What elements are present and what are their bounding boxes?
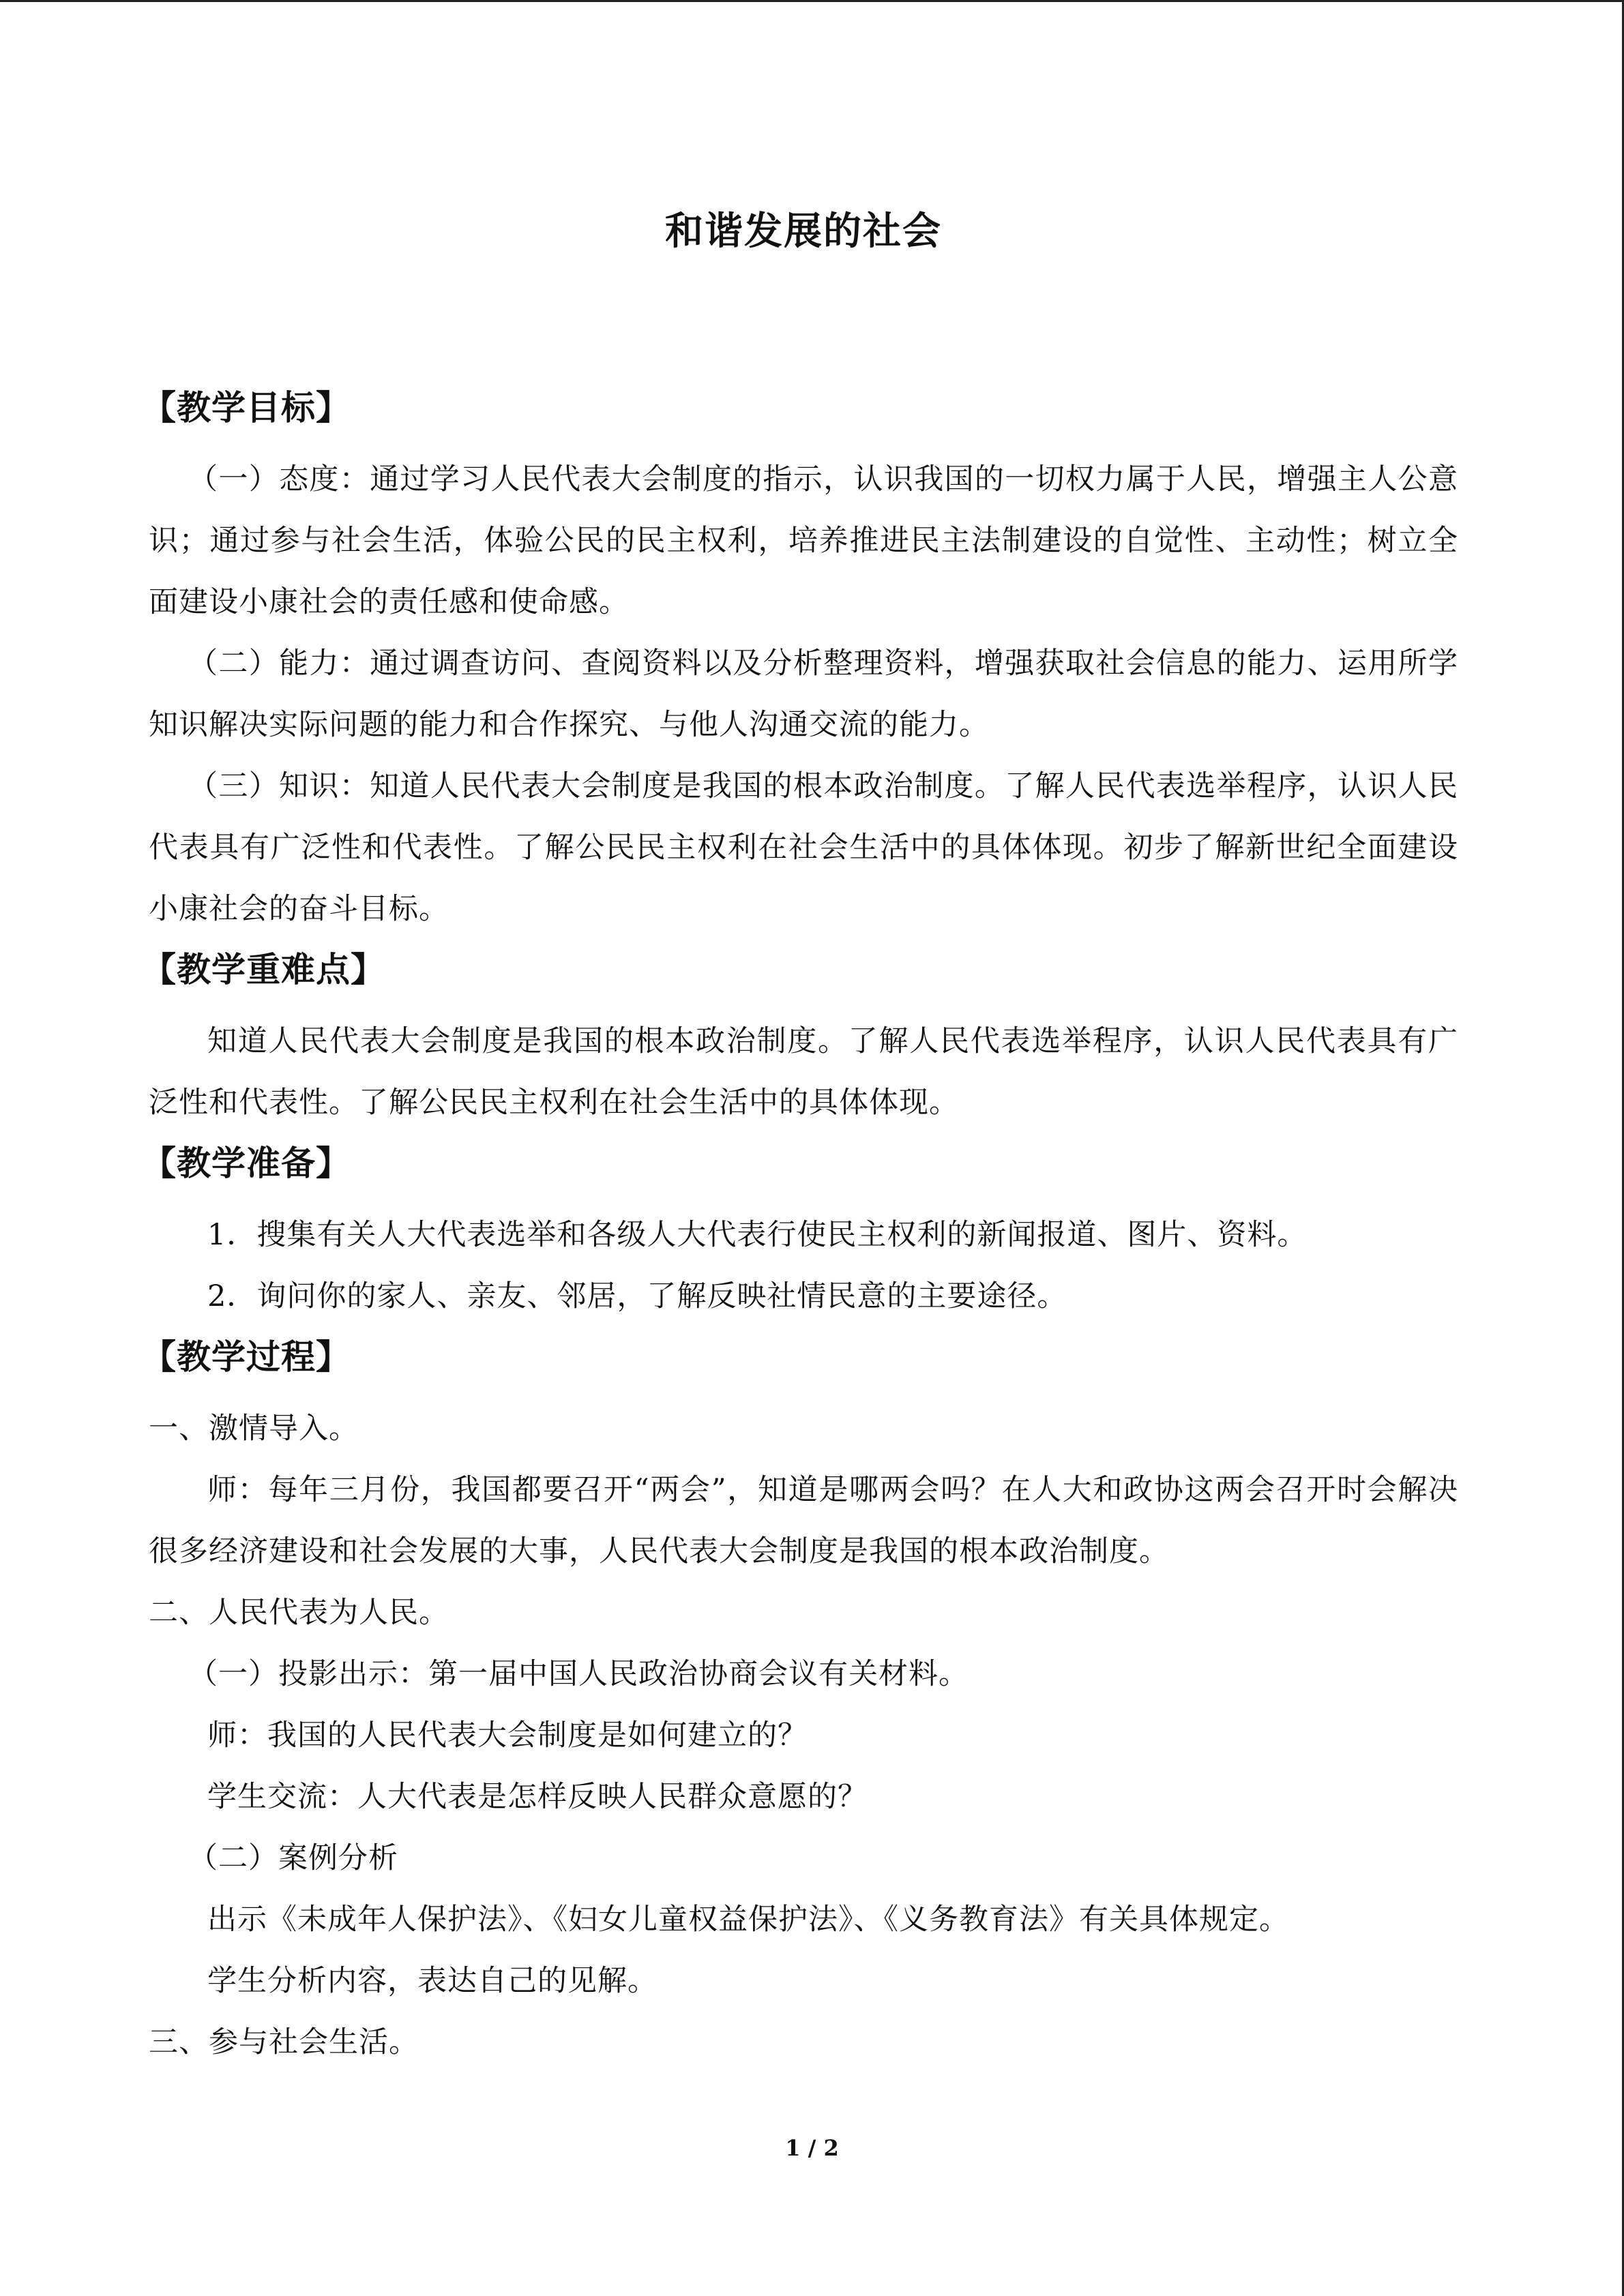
goals-knowledge-paragraph: （三）知识：知道人民代表大会制度是我国的根本政治制度。了解人民代表选举程序，认识人民代表具有广泛性和代表性。了解公民民主权利在社会生活中的具体体现。初步了解新世纪全面建设小康社会的奋斗目标。 bbox=[149, 769, 1458, 926]
page-border-top bbox=[0, 0, 1624, 2]
key-points-paragraph: 知道人民代表大会制度是我国的根本政治制度。了解人民代表选举程序，认识人民代表具有广泛性和代表性。了解公民民主权利在社会生活中的具体体现。 bbox=[149, 1024, 1458, 1120]
process-step-1-paragraph: 师：每年三月份，我国都要召开“两会”，知道是哪两会吗？在人大和政协这两会召开时会解决很多经济建设和社会发展的大事，人民代表大会制度是我国的根本政治制度。 bbox=[149, 1473, 1458, 1568]
section-heading-goals: 【教学目标】 bbox=[142, 388, 351, 428]
process-step-2-item-5: 出示《未成年人保护法》、《妇女儿童权益保护法》、《义务教育法》有关具体规定。 bbox=[207, 1903, 1289, 1937]
preparation-item-2: 2．询问你的家人、亲友、邻居，了解反映社情民意的主要途径。 bbox=[207, 1279, 1067, 1313]
process-step-1-title: 一、激情导入。 bbox=[149, 1412, 359, 1446]
section-heading-key-points: 【教学重难点】 bbox=[142, 950, 385, 989]
preparation-item-1: 1．搜集有关人大代表选举和各级人大代表行使民主权利的新闻报道、图片、资料。 bbox=[207, 1218, 1308, 1252]
process-step-2-item-3: 学生交流：人大代表是怎样反映人民群众意愿的？ bbox=[207, 1780, 868, 1814]
document-title: 和谐发展的社会 bbox=[665, 209, 942, 254]
process-step-3-title: 三、参与社会生活。 bbox=[149, 2025, 419, 2059]
process-step-2-item-2: 师：我国的人民代表大会制度是如何建立的？ bbox=[207, 1718, 808, 1753]
section-heading-process: 【教学过程】 bbox=[142, 1337, 351, 1377]
goals-attitude-paragraph: （一）态度：通过学习人民代表大会制度的指示，认识我国的一切权力属于人民，增强主人公意识；通过参与社会生活，体验公民的民主权利，培养推进民主法制建设的自觉性、主动性；树立全面建设小康社会的责任感和使命感。 bbox=[149, 462, 1458, 619]
process-step-2-title: 二、人民代表为人民。 bbox=[149, 1596, 449, 1630]
page-number: 1 / 2 bbox=[785, 2135, 839, 2161]
process-step-2-item-4: （二）案例分析 bbox=[188, 1841, 399, 1875]
section-heading-preparation: 【教学准备】 bbox=[142, 1144, 351, 1183]
process-step-2-item-6: 学生分析内容，表达自己的见解。 bbox=[207, 1964, 658, 1998]
document-body bbox=[142, 205, 1458, 2073]
process-step-2-item-1: （一）投影出示：第一届中国人民政治协商会议有关材料。 bbox=[188, 1657, 969, 1691]
goals-ability-paragraph: （二）能力：通过调查访问、查阅资料以及分析整理资料，增强获取社会信息的能力、运用所学知识解决实际问题的能力和合作探究、与他人沟通交流的能力。 bbox=[149, 646, 1458, 742]
